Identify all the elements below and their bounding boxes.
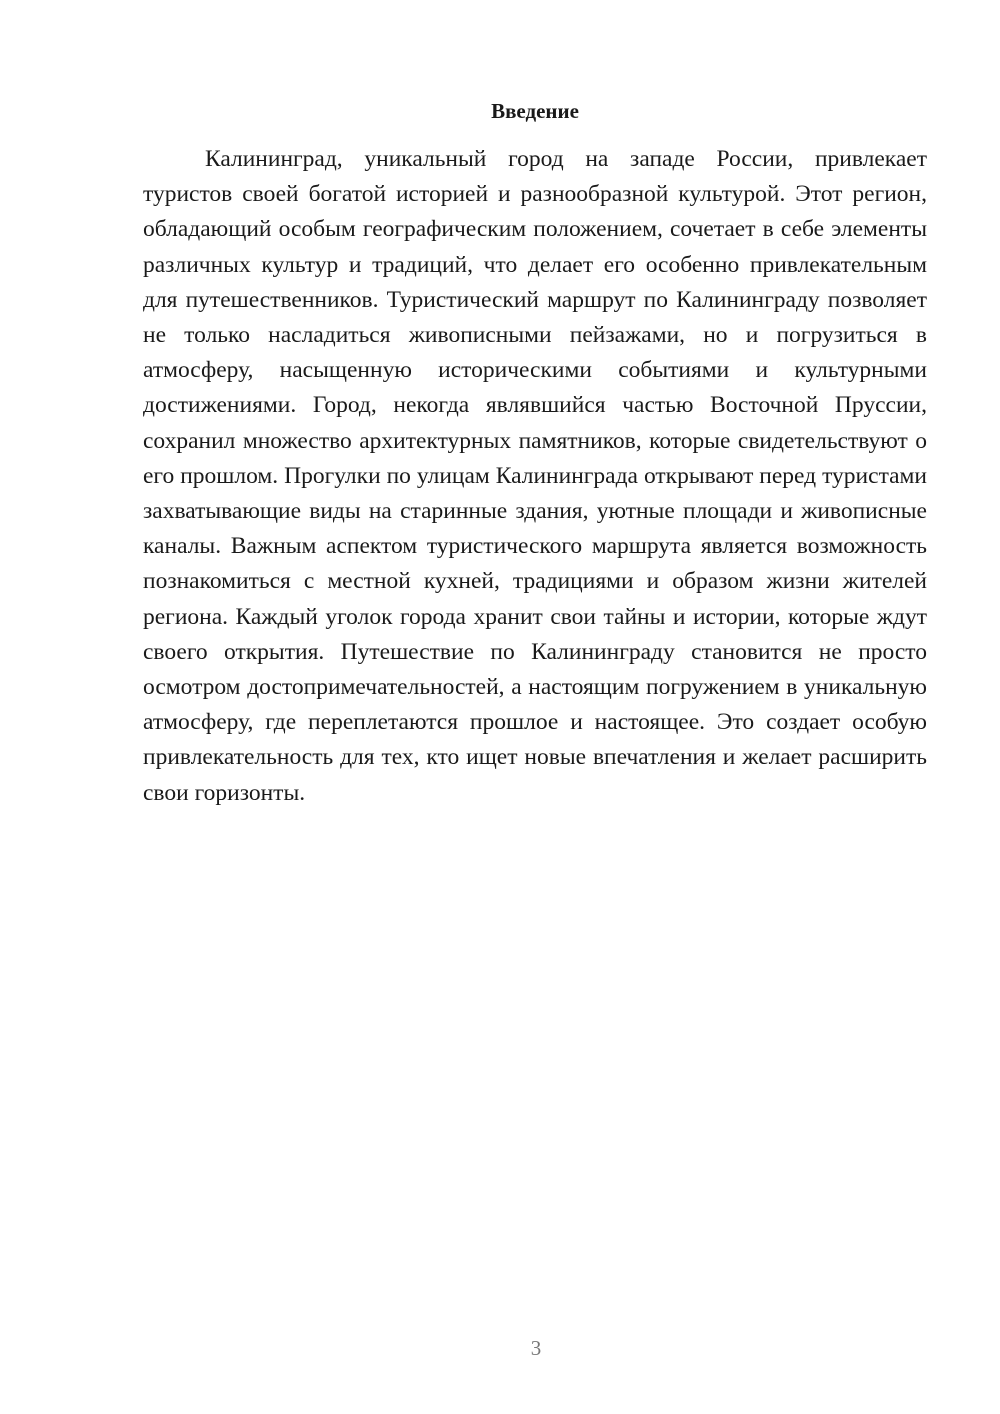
page-number: 3 [530,1336,542,1360]
section-heading: Введение [491,99,579,123]
body-paragraph: Калининград, уникальный город на западе России, привлекает туристов своей богатой историей и разнообразной культурой. Этот регион, обладающий особым географическим положением, сочетает в себе элементы различных культур и традиций, что делает его особенно привлекательным для путешественников. Туристический маршрут по Калининграду позволяет не только насладиться живописными пейзажами, но и погрузиться в атмосферу, насыщенную историческими событиями и культурными достижениями. Город, некогда являвшийся частью Восточной Пруссии, сохранил множество архитектурных памятников, которые свидетельствуют о его прошлом. Прогулки по улицам Калининграда открывают перед туристами захватывающие виды на старинные здания, уютные площади и живописные каналы. Важным аспектом туристического маршрута является возможность познакомиться с местной кухней, традициями и образом жизни жителей региона. Каждый уголок города хранит свои тайны и истории, которые ждут своего открытия. Путешествие по Калининграду становится не просто осмотром достопримечательностей, а настоящим погружением в уникальную атмосферу, где переплетаются прошлое и настоящее. Это создает особую привлекательность для тех, кто ищет новые впечатления и желает расширить свои горизонты. [143,146,927,806]
